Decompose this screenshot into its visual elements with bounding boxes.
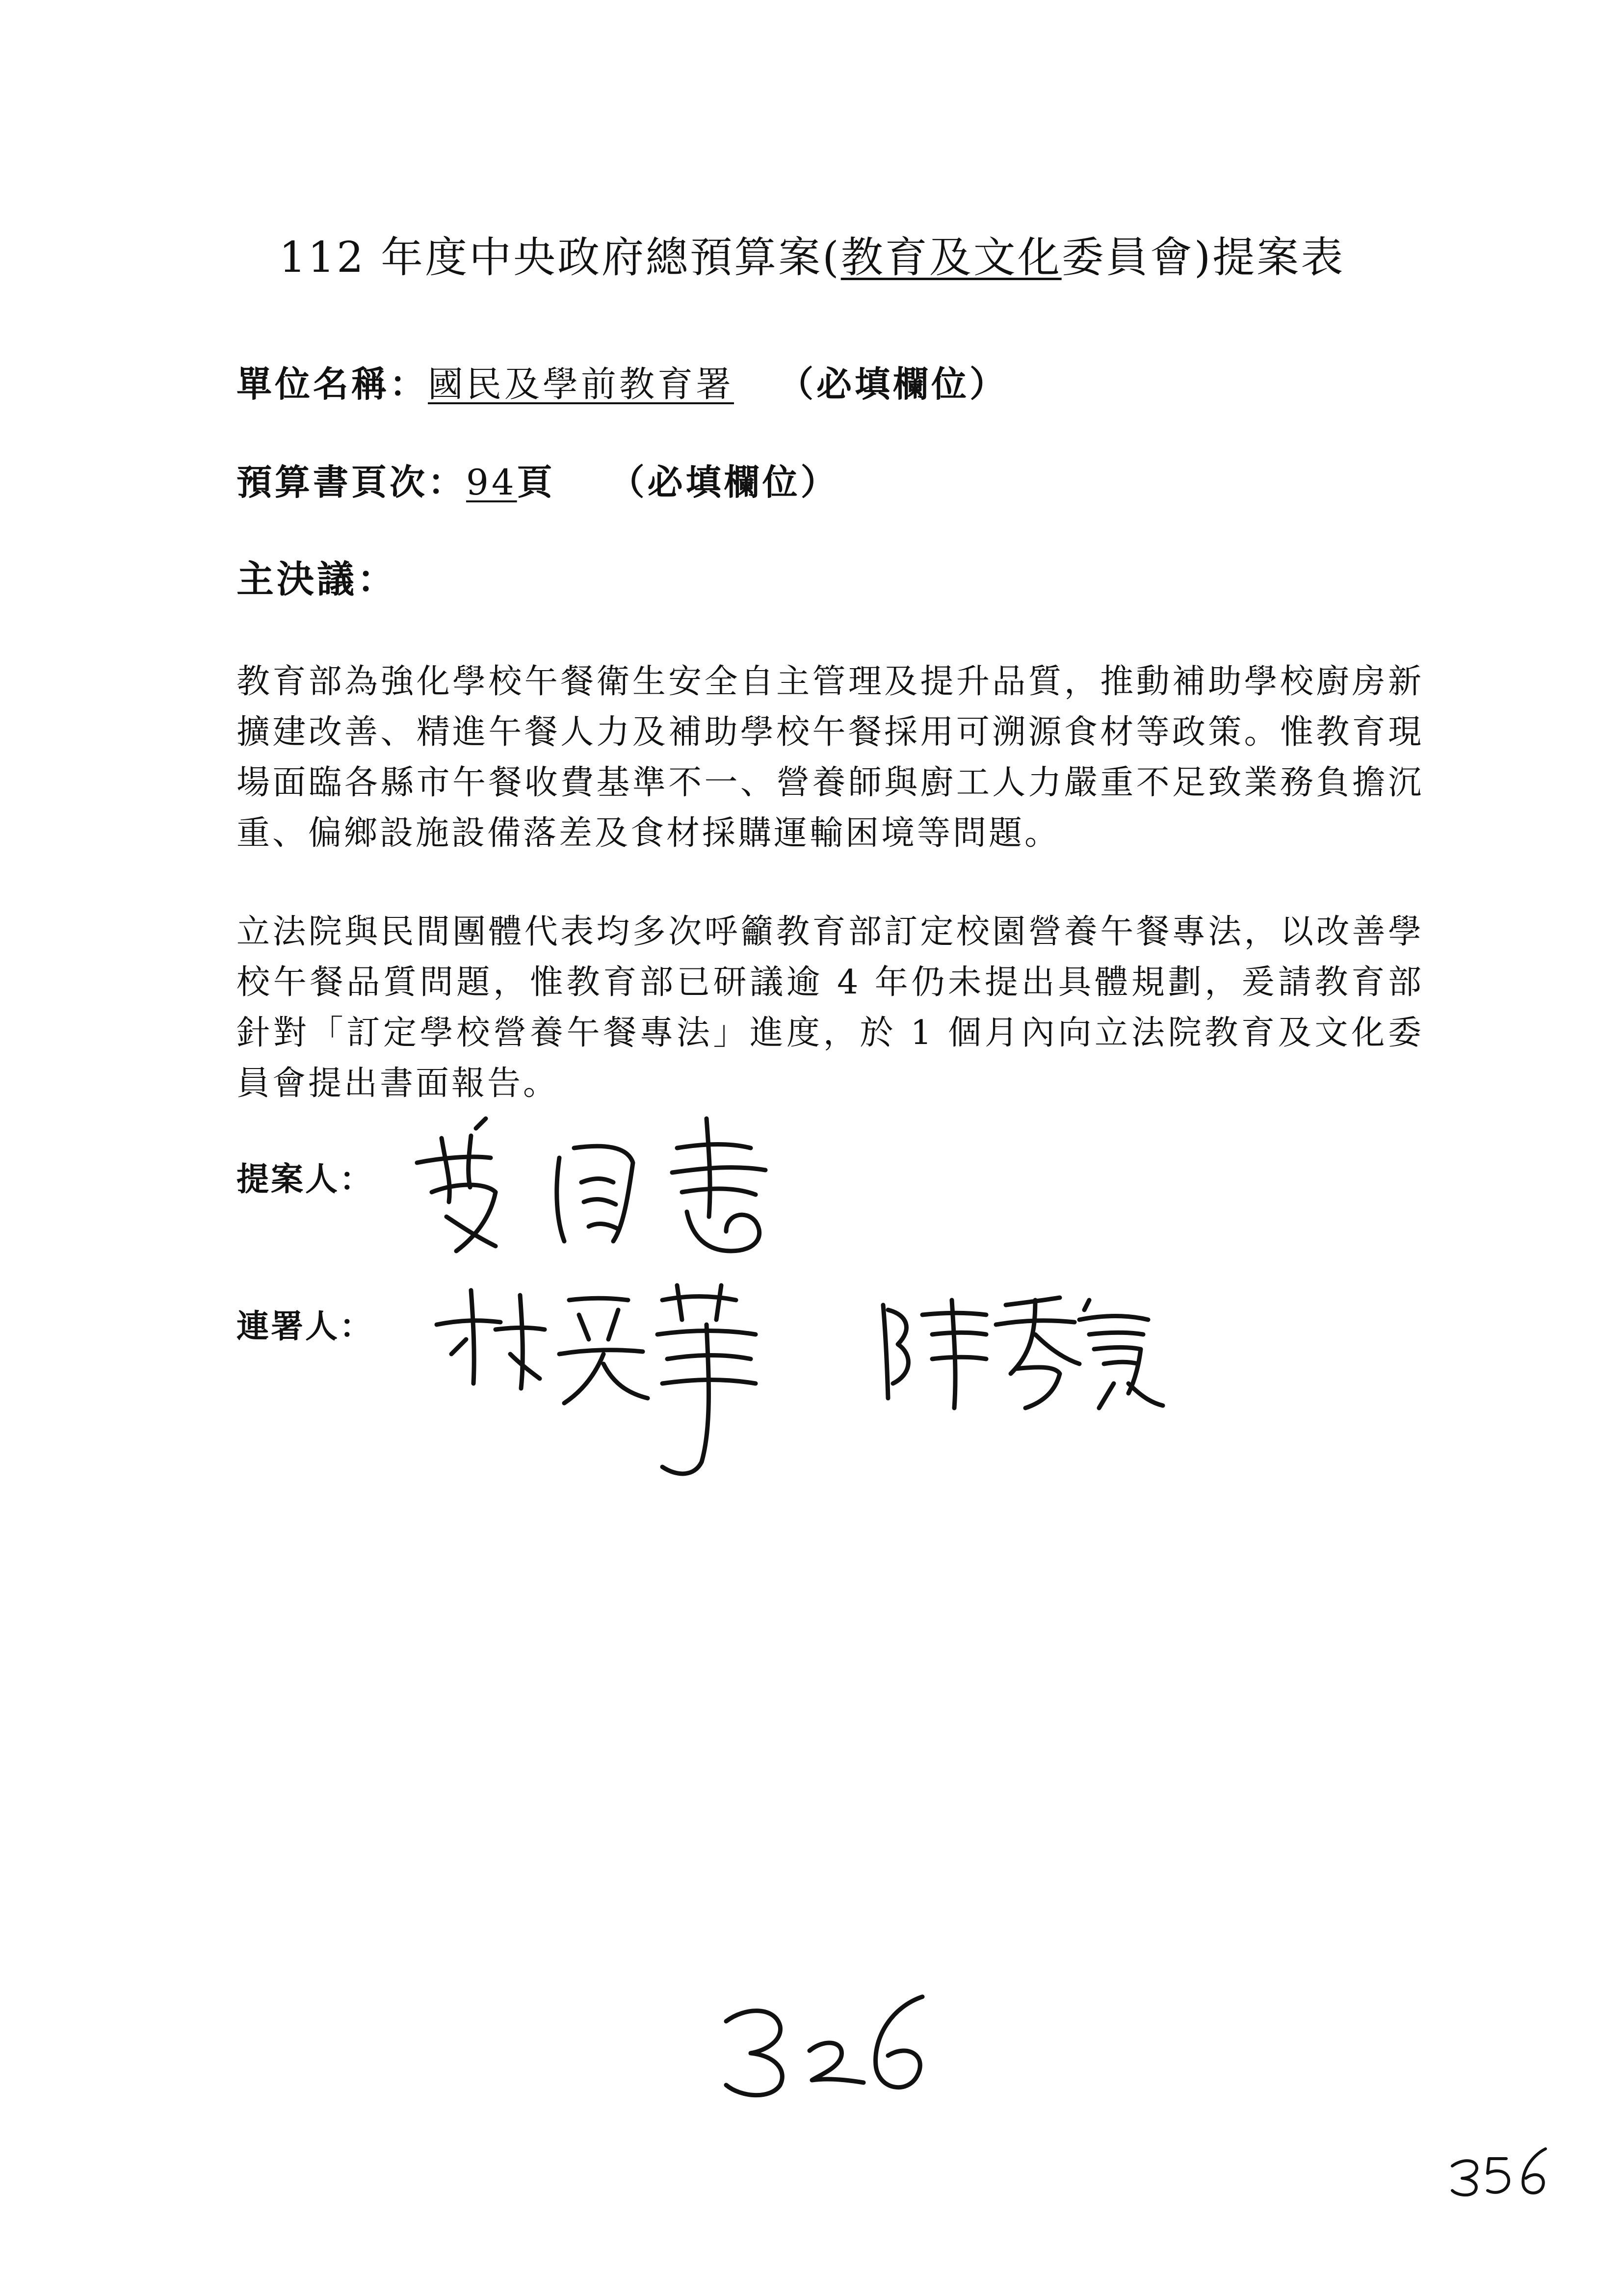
document-title (0, 223, 1624, 284)
unit-field (236, 356, 1008, 407)
cosigner-signature (873, 1285, 1168, 1413)
handwritten-page-number-356 (1447, 2144, 1555, 2198)
unit-value: 國民及學前教育署 (428, 364, 734, 405)
budget-page-required-note: （必填欄位） (609, 461, 839, 503)
unit-required-note: （必填欄位） (778, 363, 1008, 405)
cosigner-label: 連署人： (236, 1307, 374, 1345)
title-prefix: 112 年度中央政府總預算案( (279, 233, 841, 282)
proposer-label: 提案人： (236, 1160, 374, 1198)
resolution-paragraph: 立法院與民間團體代表均多次呼籲教育部訂定校園營養午餐專法，以改善學校午餐品質問題，惟教育部已研議逾 4 年仍未提出具體規劃，爰請教育部針對「訂定學校營養午餐專法」進度，於 1 個月內向立法院教育及文化委員會提出書面報告。 (236, 913, 1424, 1103)
resolution-paragraph: 教育部為強化學校午餐衛生安全自主管理及提升品質，推動補助學校廚房新擴建改善、精進午餐人力及補助學校午餐採用可溯源食材等政策。惟教育現場面臨各縣市午餐收費基準不一、營養師與廚工人力嚴重不足致業務負擔沉重、偏鄉設施設備落差及食材採購運輸困境等問題。 (236, 662, 1424, 853)
cosigner-signature (432, 1271, 785, 1487)
resolution-heading: 主決議： (236, 557, 397, 601)
handwritten-page-number-326 (707, 1987, 942, 2100)
unit-label: 單位名稱： (236, 363, 428, 405)
title-suffix: 委員會)提案表 (1061, 233, 1345, 282)
proposer-signature (412, 1109, 814, 1266)
budget-page-unit: 頁 (517, 461, 555, 503)
budget-page-value: 94 (466, 462, 517, 503)
budget-page-label: 預算書頁次： (236, 461, 467, 503)
budget-page-field (236, 454, 839, 505)
title-committee: 教育及文化 (840, 233, 1062, 282)
